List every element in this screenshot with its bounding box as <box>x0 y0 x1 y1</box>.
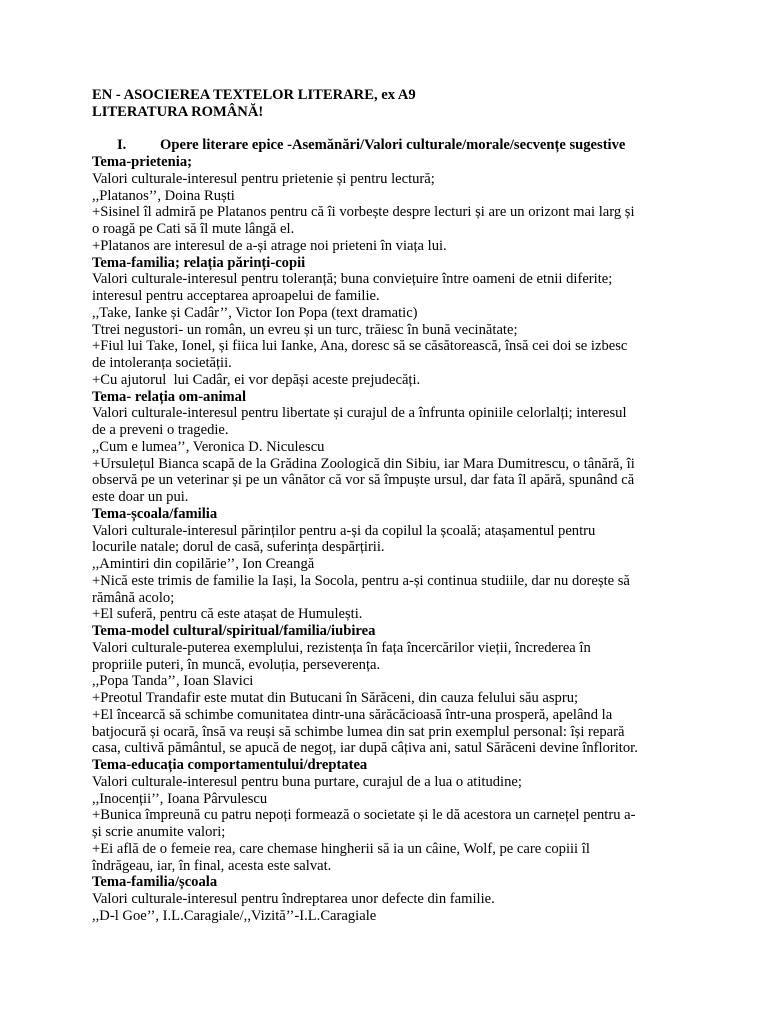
text-line: de intoleranța societății. <box>92 355 232 371</box>
theme-block <box>92 757 752 874</box>
blank-line <box>92 121 752 138</box>
text-line: ,,Popa Tanda’’, Ioan Slavici <box>92 673 254 690</box>
theme-block <box>92 623 752 757</box>
text-line: +Preotul Trandafir este mutat din Butucani în Sărăceni, din cauza felului său aspru; <box>92 690 579 706</box>
theme-heading: Tema- relația om-animal <box>92 388 247 405</box>
theme-block <box>92 389 752 506</box>
document-page <box>92 87 752 925</box>
theme-block <box>92 506 752 623</box>
text-line: și scrie anumite valori; <box>92 824 226 840</box>
theme-block <box>92 154 752 255</box>
text-line: ,,Cum e lumea’’, Veronica D. Niculescu <box>92 438 325 455</box>
text-line: +El încearcă să schimbe comunitatea dintr-una sărăcăcioasă într-una prosperă, apelând la <box>92 706 613 723</box>
text-line: ,,Take, Ianke și Cadâr’’, Victor Ion Popa (text dramatic) <box>92 304 418 321</box>
text-line: +Platanos are interesul de a-și atrage noi prieteni în viața lui. <box>92 237 447 254</box>
text-line: Valori culturale-interesul pentru toleranță; buna conviețuire între oameni de etnii diferite; <box>92 271 613 288</box>
section-heading <box>92 137 752 154</box>
text-line: Valori culturale-interesul pentru îndreptarea unor defecte din familie. <box>92 891 495 907</box>
text-line: Valori culturale-interesul pentru libertate și curajul de a înfrunta opiniile celorlalți; interesul <box>92 405 627 422</box>
text-line: îndrăgeau, iar, în final, acesta este salvat. <box>92 857 332 874</box>
document-subtitle: LITERATURA ROMÂNĂ! <box>92 103 264 120</box>
theme-heading: Tema-familia; relația părinți-copii <box>92 254 306 271</box>
section-title: Opere literare epice -Asemănări/Valori culturale/morale/secvențe sugestive <box>160 137 626 154</box>
text-line: ,,Inocenții’’, Ioana Pârvulescu <box>92 790 268 807</box>
text-line: +Fiul lui Take, Ionel, și fiica lui Ianke, Ana, doresc să se căsătorească, însă cei doi se izbesc <box>92 338 628 355</box>
text-line: este doar un pui. <box>92 489 189 505</box>
text-line: +Sisinel îl admiră pe Platanos pentru că îi vorbește despre lecturi și are un orizont mai larg și <box>92 204 635 221</box>
theme-heading: Tema-prietenia; <box>92 154 192 170</box>
text-line: +El suferă, pentru că este atașat de Humulești. <box>92 606 363 623</box>
text-line: propriile puteri, în muncă, evoluția, perseverența. <box>92 656 381 673</box>
document-title: EN - ASOCIEREA TEXTELOR LITERARE, ex A9 <box>92 87 416 103</box>
theme-heading: Tema-școala/familia <box>92 505 218 522</box>
text-line: Valori culturale-interesul părinților pentru a-și da copilul la școală; atașamentul pentru <box>92 522 596 539</box>
text-line: interesul pentru acceptarea aproapelui de familie. <box>92 288 380 304</box>
text-line: batjocură și ocară, însă va reuși să schimbe lumea din sat prin exemplul personal: își repară <box>92 723 625 740</box>
text-line: Valori culturale-puterea exemplului, rezistența în fața încercărilor vieții, încrederea în <box>92 639 591 656</box>
text-line: casa, cultivă pământul, se apucă de negoț, iar după câțiva ani, satul Sărăceni devine înfloritor. <box>92 740 638 757</box>
section-numeral: I. <box>117 137 127 154</box>
text-line: locurile natale; dorul de casă, suferința despărțirii. <box>92 539 385 556</box>
theme-heading: Tema-educația comportamentului/dreptatea <box>92 757 368 773</box>
theme-heading: Tema-familia/școala <box>92 874 218 891</box>
text-line: rămână acolo; <box>92 589 175 606</box>
themes-list <box>92 154 752 925</box>
text-line: +Ursulețul Bianca scapă de la Grădina Zoologică din Sibiu, iar Mara Dumitrescu, o tânără, îi <box>92 455 635 472</box>
text-line: ,,Amintiri din copilărie’’, Ion Creangă <box>92 556 315 572</box>
text-line: observă pe un veterinar și pe un vânător că vor să împuște ursul, dar fata îl apără, spunând că <box>92 472 635 489</box>
theme-block <box>92 874 752 924</box>
theme-heading: Tema-model cultural/spiritual/familia/iubirea <box>92 623 376 639</box>
text-line: +Ei află de o femeie rea, care chemase hingherii să ia un câine, Wolf, pe care copiii îl <box>92 840 590 857</box>
text-line: de a preveni o tragedie. <box>92 422 229 438</box>
text-line: ,,Platanos’’, Doina Ruști <box>92 187 235 204</box>
text-line: +Cu ajutorul lui Cadâr, ei vor depăși aceste prejudecăți. <box>92 371 421 388</box>
text-line: Ttrei negustori- un român, un evreu și un turc, trăiesc în bună vecinătate; <box>92 321 518 338</box>
theme-block <box>92 255 752 389</box>
text-line: +Bunica împreună cu patru nepoți formează o societate și le dă acestora un carnețel pentru a- <box>92 807 636 824</box>
text-line: Valori culturale-interesul pentru prietenie și pentru lectură; <box>92 170 435 187</box>
text-line: Valori culturale-interesul pentru buna purtare, curajul de a lua o atitudine; <box>92 773 522 790</box>
text-line: o roagă pe Cati să îl mute lângă el. <box>92 221 295 237</box>
text-line: ,,D-l Goe’’, I.L.Caragiale/,,Vizită’’-I.L.Caragiale <box>92 907 377 924</box>
text-line: +Nică este trimis de familie la Iași, la Socola, pentru a-și continua studiile, dar nu dorește să <box>92 572 630 589</box>
